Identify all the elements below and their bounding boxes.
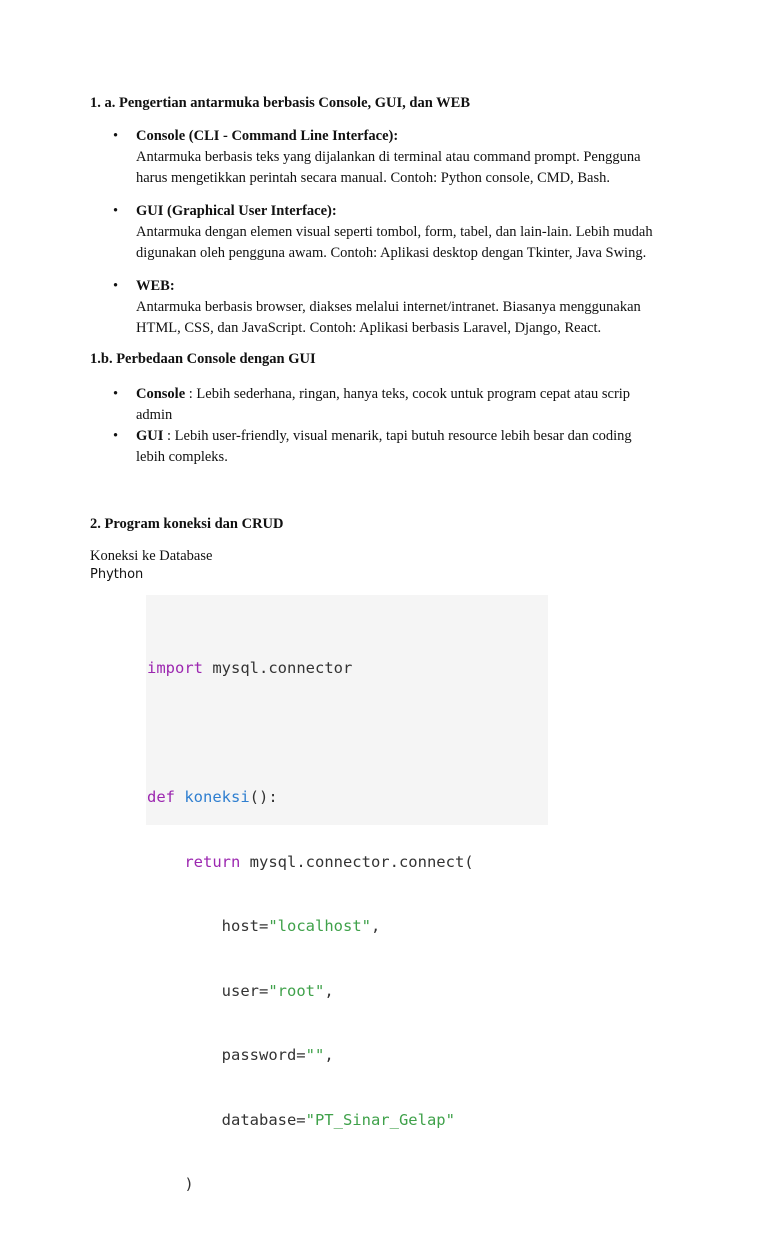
bullet-icon: • (113, 278, 119, 294)
item-description-line: : Lebih user-friendly, visual menarik, tapi butuh resource lebih besar dan coding (163, 428, 632, 444)
list-item-console (90, 126, 690, 189)
code-line-blank (147, 723, 548, 745)
item-description-line: : Lebih sederhana, ringan, hanya teks, cocok untuk program cepat atau scrip (185, 386, 631, 402)
item-description-line: Antarmuka berbasis teks yang dijalankan di terminal atau command prompt. Pengguna (136, 149, 641, 165)
item-description-line: digunakan oleh pengguna awam. Contoh: Aplikasi desktop dengan Tkinter, Java Swing. (136, 245, 647, 261)
bullet-icon: • (113, 386, 119, 402)
section-1a-heading: 1. a. Pengertian antarmuka berbasis Console, GUI, dan WEB (90, 95, 470, 111)
code-string: "root" (268, 981, 325, 1000)
database-connection-label: Koneksi ke Database (90, 548, 213, 564)
list-item-web (90, 276, 690, 339)
code-keyword: import (147, 659, 203, 677)
bullet-icon: • (113, 128, 119, 144)
code-text: mysql.connector.connect( (240, 852, 474, 871)
code-string: "PT_Sinar_Gelap" (305, 1110, 455, 1129)
code-string: "" (305, 1046, 325, 1064)
code-line (147, 1174, 548, 1196)
list-item-gui-diff (90, 426, 690, 468)
section-1a-list (90, 126, 690, 339)
code-string: "localhost" (268, 917, 371, 935)
code-text: user= (147, 981, 269, 1000)
code-text: , (324, 981, 334, 1000)
bullet-icon: • (113, 203, 119, 219)
code-indent (147, 853, 184, 871)
code-text: ) (147, 1175, 194, 1193)
code-text: (): (249, 788, 278, 806)
code-text: , (324, 1046, 334, 1064)
code-line (147, 916, 548, 938)
bullet-icon: • (113, 428, 119, 444)
code-line (147, 1045, 548, 1067)
list-item-console-diff (90, 384, 690, 426)
code-line (147, 852, 548, 874)
item-term: Console (CLI - Command Line Interface): (136, 128, 399, 144)
code-function-name: koneksi (184, 788, 250, 806)
item-description-line: harus mengetikkan perintah secara manual. Contoh: Python console, CMD, Bash. (136, 170, 610, 186)
code-text: password= (147, 1046, 306, 1064)
item-term: GUI (136, 428, 164, 444)
code-block (146, 595, 548, 1193)
item-term: GUI (Graphical User Interface): (136, 203, 337, 219)
item-description-line: admin (136, 407, 173, 423)
list-item-gui (90, 201, 690, 264)
item-term: WEB: (136, 278, 175, 294)
code-text: host= (147, 917, 269, 935)
code-text: database= (147, 1110, 306, 1129)
code-line (147, 981, 548, 1003)
section-1b-list (90, 384, 690, 468)
section-1b-heading: 1.b. Perbedaan Console dengan GUI (90, 351, 316, 367)
code-text: mysql.connector (203, 659, 353, 677)
code-keyword: def (147, 788, 175, 806)
code-line (147, 787, 548, 809)
code-line (147, 1110, 548, 1132)
code-line (147, 658, 548, 680)
language-label: Phython (90, 567, 144, 582)
item-description-line: Antarmuka berbasis browser, diakses melalui internet/intranet. Biasanya menggunakan (136, 299, 641, 315)
code-keyword: return (184, 852, 241, 871)
item-description-line: lebih compleks. (136, 449, 228, 465)
code-text: , (370, 917, 381, 935)
item-term: Console (136, 386, 186, 402)
item-description-line: HTML, CSS, dan JavaScript. Contoh: Aplikasi berbasis Laravel, Django, React. (136, 320, 602, 336)
item-description-line: Antarmuka dengan elemen visual seperti tombol, form, tabel, dan lain-lain. Lebih mudah (136, 224, 653, 240)
section-2-heading: 2. Program koneksi dan CRUD (90, 516, 284, 532)
